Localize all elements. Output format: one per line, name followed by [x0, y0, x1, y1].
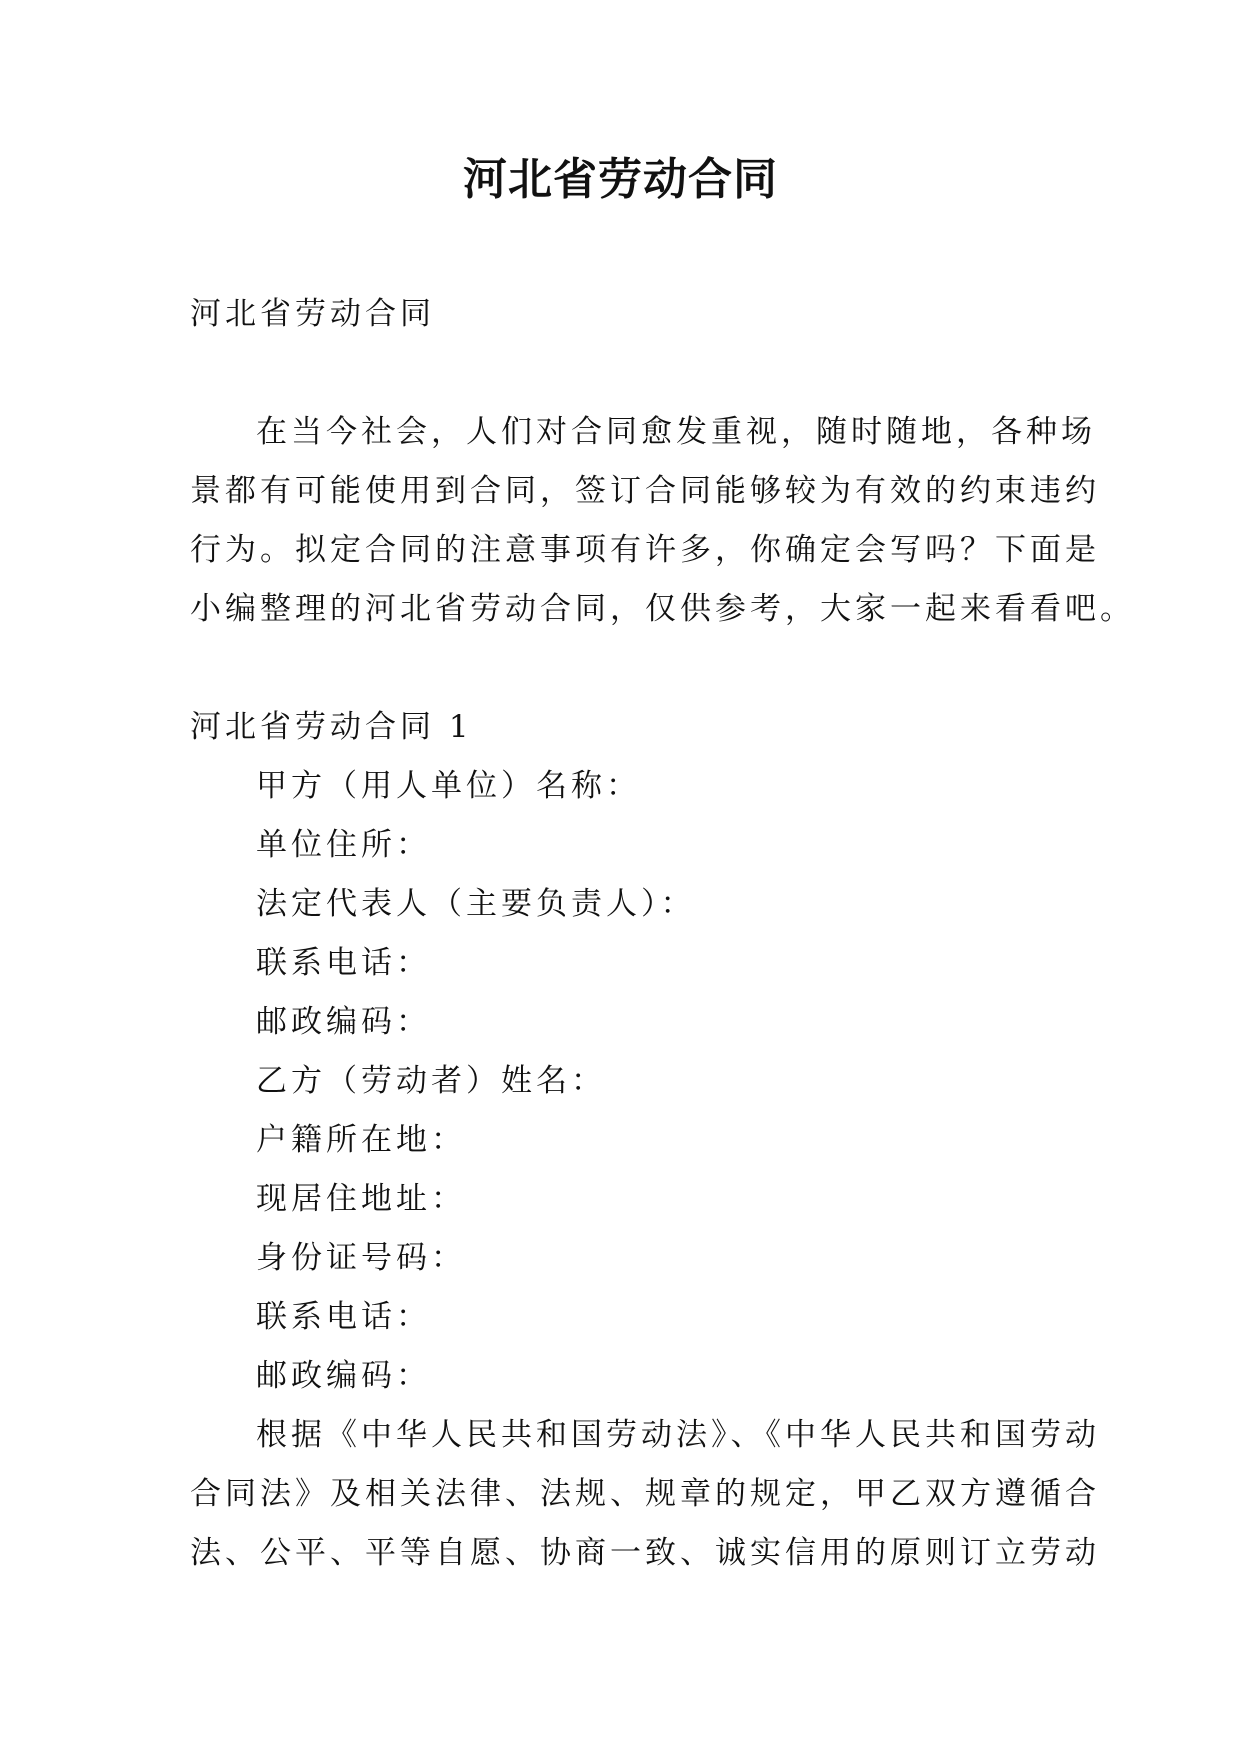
- field-employee-phone: 联系电话：: [256, 1299, 431, 1335]
- closing-line: 根据《中华人民共和国劳动法》、《中华人民共和国劳动: [256, 1417, 1100, 1453]
- intro-line: 在当今社会，人们对合同愈发重视，随时随地，各种场: [256, 414, 1096, 450]
- document-subtitle: 河北省劳动合同: [190, 296, 435, 332]
- field-current-address: 现居住地址：: [256, 1181, 466, 1217]
- intro-line: 景都有可能使用到合同，签订合同能够较为有效的约束违约: [190, 473, 1100, 509]
- field-employer-address: 单位住所：: [256, 827, 431, 863]
- intro-line: 小编整理的河北省劳动合同，仅供参考，大家一起来看看吧。: [190, 591, 1135, 627]
- field-legal-representative: 法定代表人（主要负责人）：: [256, 886, 696, 922]
- intro-line: 行为。拟定合同的注意事项有许多，你确定会写吗？下面是: [190, 532, 1100, 568]
- field-id-number: 身份证号码：: [256, 1240, 466, 1276]
- field-employee-name: 乙方（劳动者）姓名：: [256, 1063, 606, 1099]
- closing-line: 法、公平、平等自愿、协商一致、诚实信用的原则订立劳动: [190, 1535, 1100, 1571]
- field-household-registration: 户籍所在地：: [256, 1122, 466, 1158]
- field-employer-name: 甲方（用人单位）名称：: [256, 768, 641, 804]
- document-title: 河北省劳动合同: [463, 154, 778, 205]
- field-employee-postcode: 邮政编码：: [256, 1358, 431, 1394]
- section-heading: 河北省劳动合同 1: [190, 709, 473, 745]
- field-employer-postcode: 邮政编码：: [256, 1004, 431, 1040]
- closing-line: 合同法》及相关法律、法规、规章的规定，甲乙双方遵循合: [190, 1476, 1100, 1512]
- field-employer-phone: 联系电话：: [256, 945, 431, 981]
